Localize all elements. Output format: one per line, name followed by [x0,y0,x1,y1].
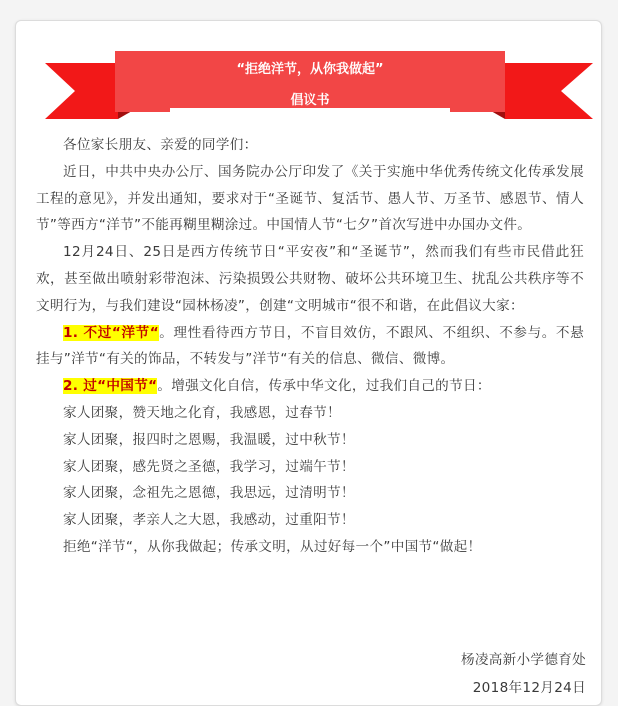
item-2-text: 。增强文化自信，传承中华文化，过我们自己的节日： [157,378,491,395]
paragraph-2: 12月24日、25日是西方传统节日“平安夜”和“圣诞节”，然而我们有些市民借此狂欢，甚至做出喷射彩带泡沫、污染损毁公共财物、破坏公共环境卫生、扰乱公共秩序等不文明行为，与我们建设“园林杨凌”，创建“文明城市“很不和谐，在此倡议大家： [36,244,584,314]
item-2 [36,373,584,400]
festival-line-5: 家人团聚，孝亲人之大恩，我感动，过重阳节！ [63,512,355,529]
item-2-label: 2. 过“中国节“ [63,378,158,395]
festival-line-4: 家人团聚，念祖先之恩德，我思远，过清明节！ [63,485,355,502]
ribbon-fold-right [491,111,505,119]
paragraph-1: 近日，中共中央办公厅、国务院办公厅印发了《关于实施中华优秀传统文化传承发展工程的意见》，并发出通知，要求对于“圣诞节、复活节、愚人节、万圣节、感恩节、情人节”等西方“洋节”不能再糊里糊涂过。中国情人节“七夕”首次写进中办国办文件。 [36,163,584,234]
item-1-label: 1. 不过“洋节“ [63,324,159,341]
banner-subtitle: 倡议书 [290,93,330,108]
ribbon-tail-left [45,63,118,119]
signature-org: 杨凌高新小学德育处 [460,652,586,668]
festival-line-2: 家人团聚，报四时之恩赐，我温暖，过中秋节！ [63,431,355,448]
title-banner [15,50,600,120]
closing-line: 拒绝“洋节“，从你我做起；传承文明，从过好每一个”中国节“做起！ [63,538,482,555]
festival-line-1: 家人团聚，赞天地之化育，我感恩，过春节！ [63,404,341,421]
document-body [36,132,584,561]
festival-line-3: 家人团聚，感先贤之圣德，我学习，过端午节！ [63,458,355,475]
ribbon-fold-left [118,111,132,119]
banner-title: “拒绝洋节，从你我做起” [236,62,384,77]
item-1 [36,320,584,374]
item-1-text: 。理性看待西方节日，不盲目效仿，不跟风、不组织、不参与。不悬挂与”洋节“有关的饰品，不转发与”洋节“有关的信息、微信、微博。 [36,324,584,368]
salutation: 各位家长朋友、亲爱的同学们： [63,137,258,153]
ribbon-notch [170,108,450,120]
ribbon-graphic [15,50,600,120]
signature-date: 2018年12月24日 [472,680,586,696]
ribbon-tail-right [505,63,593,119]
